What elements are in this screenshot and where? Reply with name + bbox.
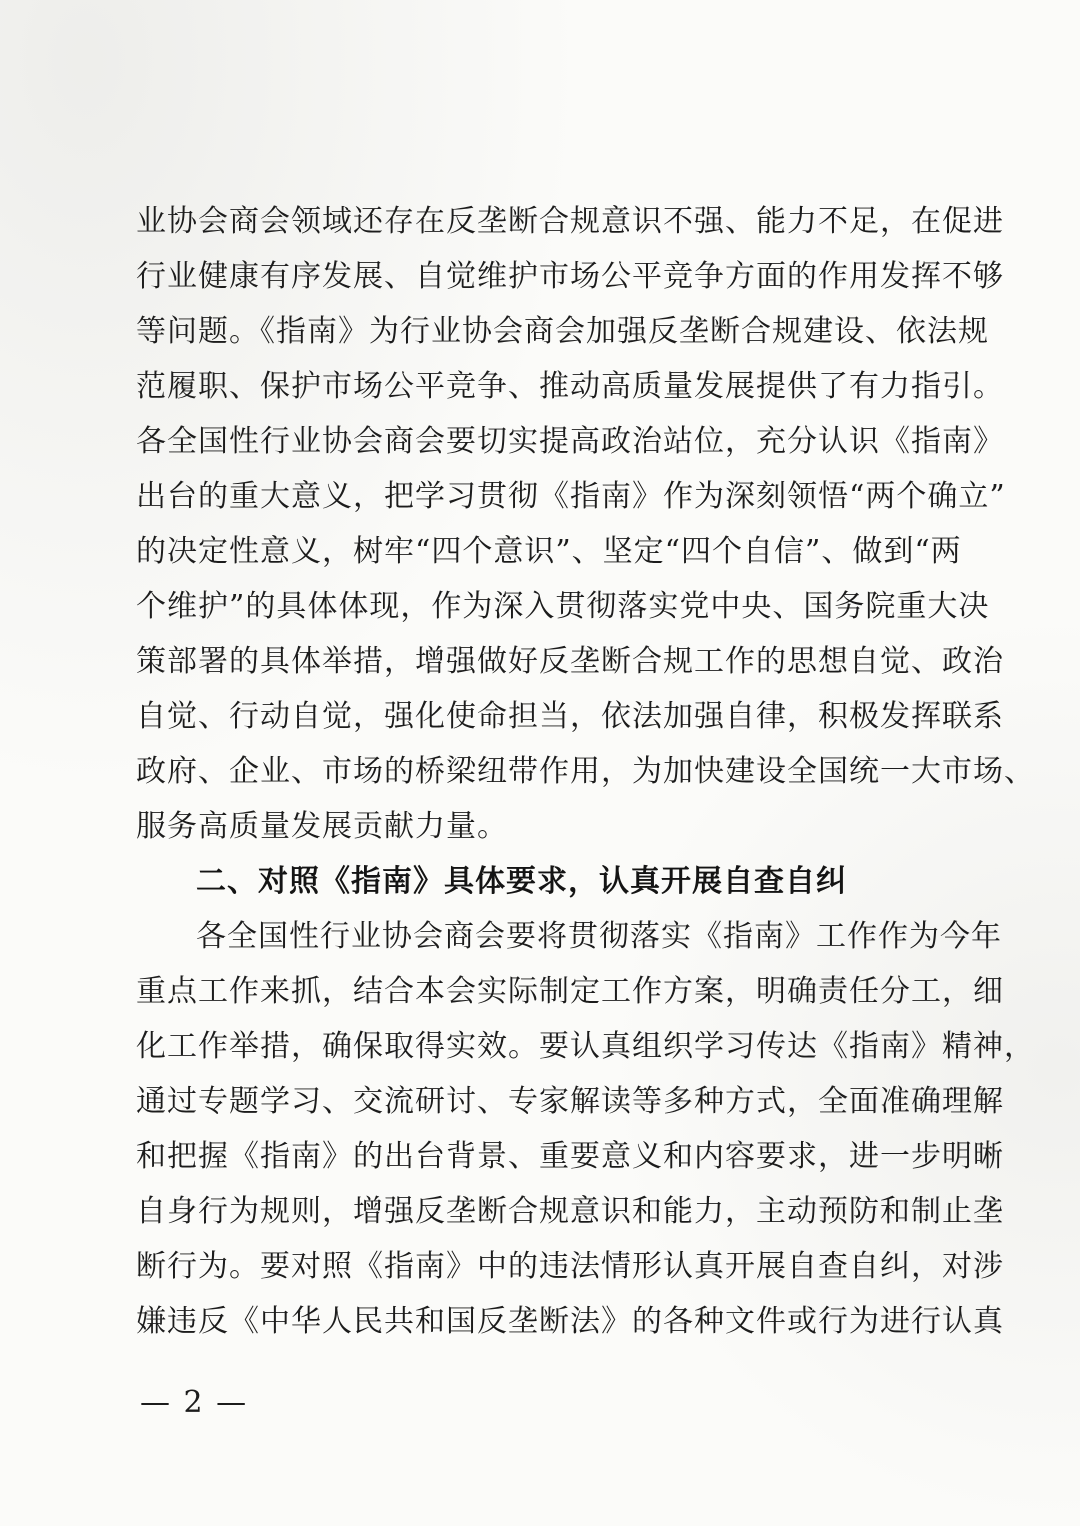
paragraph-line: 各全国性行业协会商会要切实提高政治站位，充分认识《指南》 — [136, 424, 1004, 459]
paragraph-line: 行业健康有序发展、自觉维护市场公平竞争方面的作用发挥不够 — [136, 259, 1004, 294]
paragraph-line: 等问题。《指南》为行业协会商会加强反垄断合规建设、依法规 — [136, 314, 989, 349]
section-heading: 二、对照《指南》具体要求，认真开展自查自纠 — [196, 864, 847, 899]
paragraph-line: 个维护”的具体体现，作为深入贯彻落实党中央、国务院重大决 — [136, 589, 990, 624]
paragraph-line: 政府、企业、市场的桥梁纽带作用，为加快建设全国统一大市场、 — [136, 754, 1035, 789]
body-text — [136, 194, 1035, 1349]
paragraph-line: 自身行为规则，增强反垄断合规意识和能力，主动预防和制止垄 — [136, 1194, 1004, 1229]
paragraph-line: 出台的重大意义，把学习贯彻《指南》作为深刻领悟“两个确立” — [136, 479, 1006, 514]
paragraph-line: 化工作举措，确保取得实效。要认真组织学习传达《指南》精神， — [136, 1029, 1035, 1064]
paragraph-line: 策部署的具体举措，增强做好反垄断合规工作的思想自觉、政治 — [136, 644, 1004, 679]
paragraph-line: 范履职、保护市场公平竞争、推动高质量发展提供了有力指引。 — [136, 369, 1004, 404]
paragraph-line: 断行为。要对照《指南》中的违法情形认真开展自查自纠，对涉 — [136, 1249, 1004, 1284]
paragraph-line: 和把握《指南》的出台背景、重要意义和内容要求，进一步明晰 — [136, 1139, 1004, 1174]
page-number: — 2 — — [140, 1385, 249, 1420]
paragraph-line: 通过专题学习、交流研讨、专家解读等多种方式，全面准确理解 — [136, 1084, 1004, 1119]
paragraph-line: 业协会商会领域还存在反垄断合规意识不强、能力不足，在促进 — [136, 204, 1004, 239]
paragraph-line: 自觉、行动自觉，强化使命担当，依法加强自律，积极发挥联系 — [136, 699, 1004, 734]
paragraph-line: 的决定性意义，树牢“四个意识”、坚定“四个自信”、做到“两 — [136, 534, 962, 569]
paragraph-line: 重点工作来抓，结合本会实际制定工作方案，明确责任分工，细 — [136, 974, 1004, 1009]
paragraph-line: 服务高质量发展贡献力量。 — [136, 809, 508, 844]
paragraph-line: 嫌违反《中华人民共和国反垄断法》的各种文件或行为进行认真 — [136, 1304, 1004, 1339]
paragraph-line: 各全国性行业协会商会要将贯彻落实《指南》工作作为今年 — [196, 919, 1002, 954]
